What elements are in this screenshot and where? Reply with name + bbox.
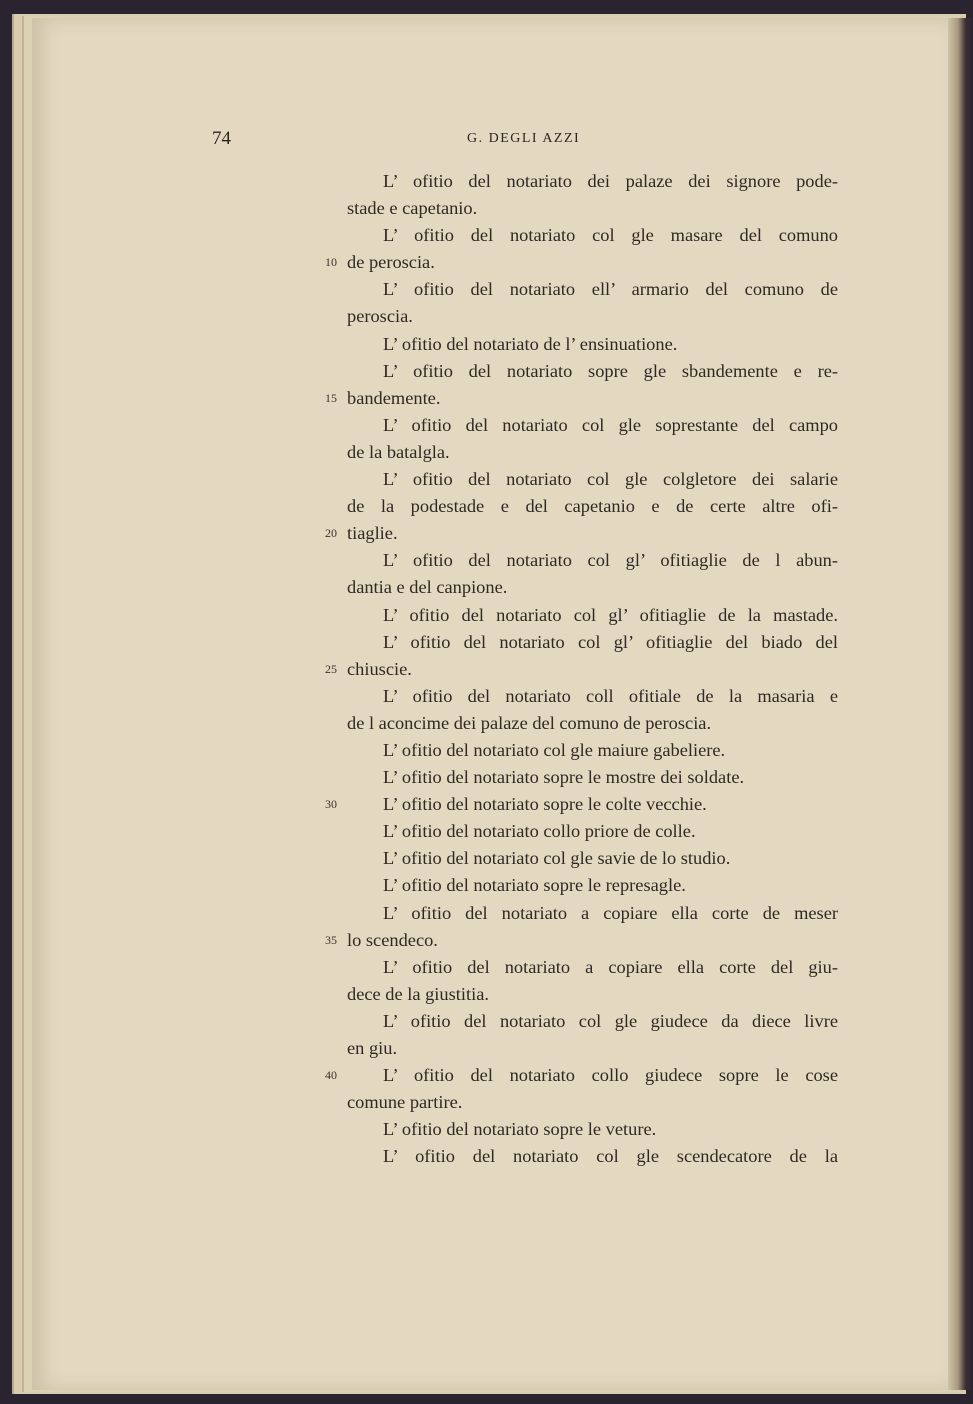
line-number: 25 xyxy=(325,661,337,676)
line-text: L’ ofitio del notariato a copiare ella corte del giu- xyxy=(383,956,838,977)
line-text: L’ ofitio del notariato sopre le represagle. xyxy=(383,875,686,896)
text-line xyxy=(347,493,838,520)
line-text: de l aconcime dei palaze del comuno de peroscia. xyxy=(347,712,712,733)
text-line xyxy=(347,195,838,222)
line-text: de la podestade e del capetanio e de certe altre ofi- xyxy=(347,496,838,517)
text-line xyxy=(347,412,838,439)
line-text: L’ ofitio del notariato col gle savie de lo studio. xyxy=(383,848,731,869)
text-line xyxy=(325,249,838,276)
line-number: 35 xyxy=(325,932,337,947)
text-line xyxy=(347,276,838,303)
text-line xyxy=(347,900,838,927)
line-text: L’ ofitio del notariato de l’ ensinuatione. xyxy=(383,333,678,354)
line-text: L’ ofitio del notariato col gl’ ofitiaglie de la mastade. xyxy=(383,604,838,625)
facing-page-edge xyxy=(948,18,973,1390)
line-text: L’ ofitio del notariato collo priore de colle. xyxy=(383,821,696,842)
line-text: L’ ofitio del notariato sopre le mostre dei soldate. xyxy=(383,767,745,788)
line-text: L’ ofitio del notariato collo giudece sopre le cose xyxy=(383,1065,838,1086)
text-line xyxy=(347,574,838,601)
text-line xyxy=(325,385,838,412)
text-line xyxy=(347,358,838,385)
text-line xyxy=(325,791,838,818)
line-text: chiuscie. xyxy=(347,658,412,679)
line-text: dece de la giustitia. xyxy=(347,983,489,1004)
line-number: 40 xyxy=(325,1068,337,1083)
line-number: 10 xyxy=(325,255,337,270)
line-text: L’ ofitio del notariato coll ofitiale de la masaria e xyxy=(383,685,838,706)
line-text: L’ ofitio del notariato sopre le veture. xyxy=(383,1119,657,1140)
text-line xyxy=(347,710,838,737)
line-text: L’ ofitio del notariato col gl’ ofitiaglie del biado del xyxy=(383,631,838,652)
line-text: L’ ofitio del notariato a copiare ella corte de meser xyxy=(383,902,838,923)
text-line xyxy=(325,1062,838,1089)
line-text: lo scendeco. xyxy=(347,929,438,950)
text-line xyxy=(347,1008,838,1035)
line-text: L’ ofitio del notariato col gle maiure gabeliere. xyxy=(383,739,726,760)
text-line xyxy=(325,927,838,954)
text-line xyxy=(347,602,838,629)
line-text: de la batalgla. xyxy=(347,441,450,462)
page-number: 74 xyxy=(212,128,231,149)
line-text: bandemente. xyxy=(347,387,441,408)
text-line xyxy=(347,303,838,330)
text-line xyxy=(347,845,838,872)
text-line xyxy=(347,1116,838,1143)
line-text: L’ ofitio del notariato ell’ armario del comuno de xyxy=(383,279,838,300)
text-line xyxy=(347,1089,838,1116)
line-text: L’ ofitio del notariato dei palaze dei signore pode- xyxy=(383,171,838,191)
line-text: L’ ofitio del notariato col gle soprestante del campo xyxy=(383,414,838,435)
body-text xyxy=(325,168,838,1170)
line-text: L’ ofitio del notariato sopre gle sbandemente e re- xyxy=(383,360,838,381)
line-text: tiaglie. xyxy=(347,523,398,544)
line-text: stade e capetanio. xyxy=(347,198,478,219)
line-text: L’ ofitio del notariato col gle colgletore dei salarie xyxy=(383,469,838,490)
text-line xyxy=(347,818,838,845)
line-text: L’ ofitio del notariato col gle scendecatore de la xyxy=(383,1146,838,1167)
line-text: comune partire. xyxy=(347,1092,463,1113)
text-line xyxy=(347,764,838,791)
text-line xyxy=(347,439,838,466)
text-line xyxy=(347,872,838,899)
line-text: peroscia. xyxy=(347,306,413,327)
text-line xyxy=(347,1035,838,1062)
line-text: dantia e del canpione. xyxy=(347,577,508,598)
line-number: 30 xyxy=(325,797,337,812)
text-line xyxy=(347,1143,838,1170)
text-line xyxy=(347,466,838,493)
text-line xyxy=(325,656,838,683)
line-text: L’ ofitio del notariato sopre le colte vecchie. xyxy=(383,794,707,815)
line-text: en giu. xyxy=(347,1038,398,1058)
text-line xyxy=(347,737,838,764)
text-line xyxy=(347,629,838,656)
page-header xyxy=(212,128,842,156)
line-number: 15 xyxy=(325,390,337,405)
line-text: L’ ofitio del notariato col gle masare del comuno xyxy=(383,225,838,246)
running-head: G. DEGLI AZZI xyxy=(467,131,581,146)
text-line xyxy=(347,683,838,710)
line-text: de peroscia. xyxy=(347,252,435,273)
text-line xyxy=(347,981,838,1008)
text-line xyxy=(347,168,838,195)
text-line xyxy=(347,331,838,358)
text-line xyxy=(347,547,838,574)
line-text: L’ ofitio del notariato col gl’ ofitiaglie de l abun- xyxy=(383,550,838,571)
text-line xyxy=(347,222,838,249)
text-line xyxy=(347,954,838,981)
line-number: 20 xyxy=(325,526,337,541)
line-text: L’ ofitio del notariato col gle giudece da diece livre xyxy=(383,1010,838,1031)
text-line xyxy=(325,520,838,547)
